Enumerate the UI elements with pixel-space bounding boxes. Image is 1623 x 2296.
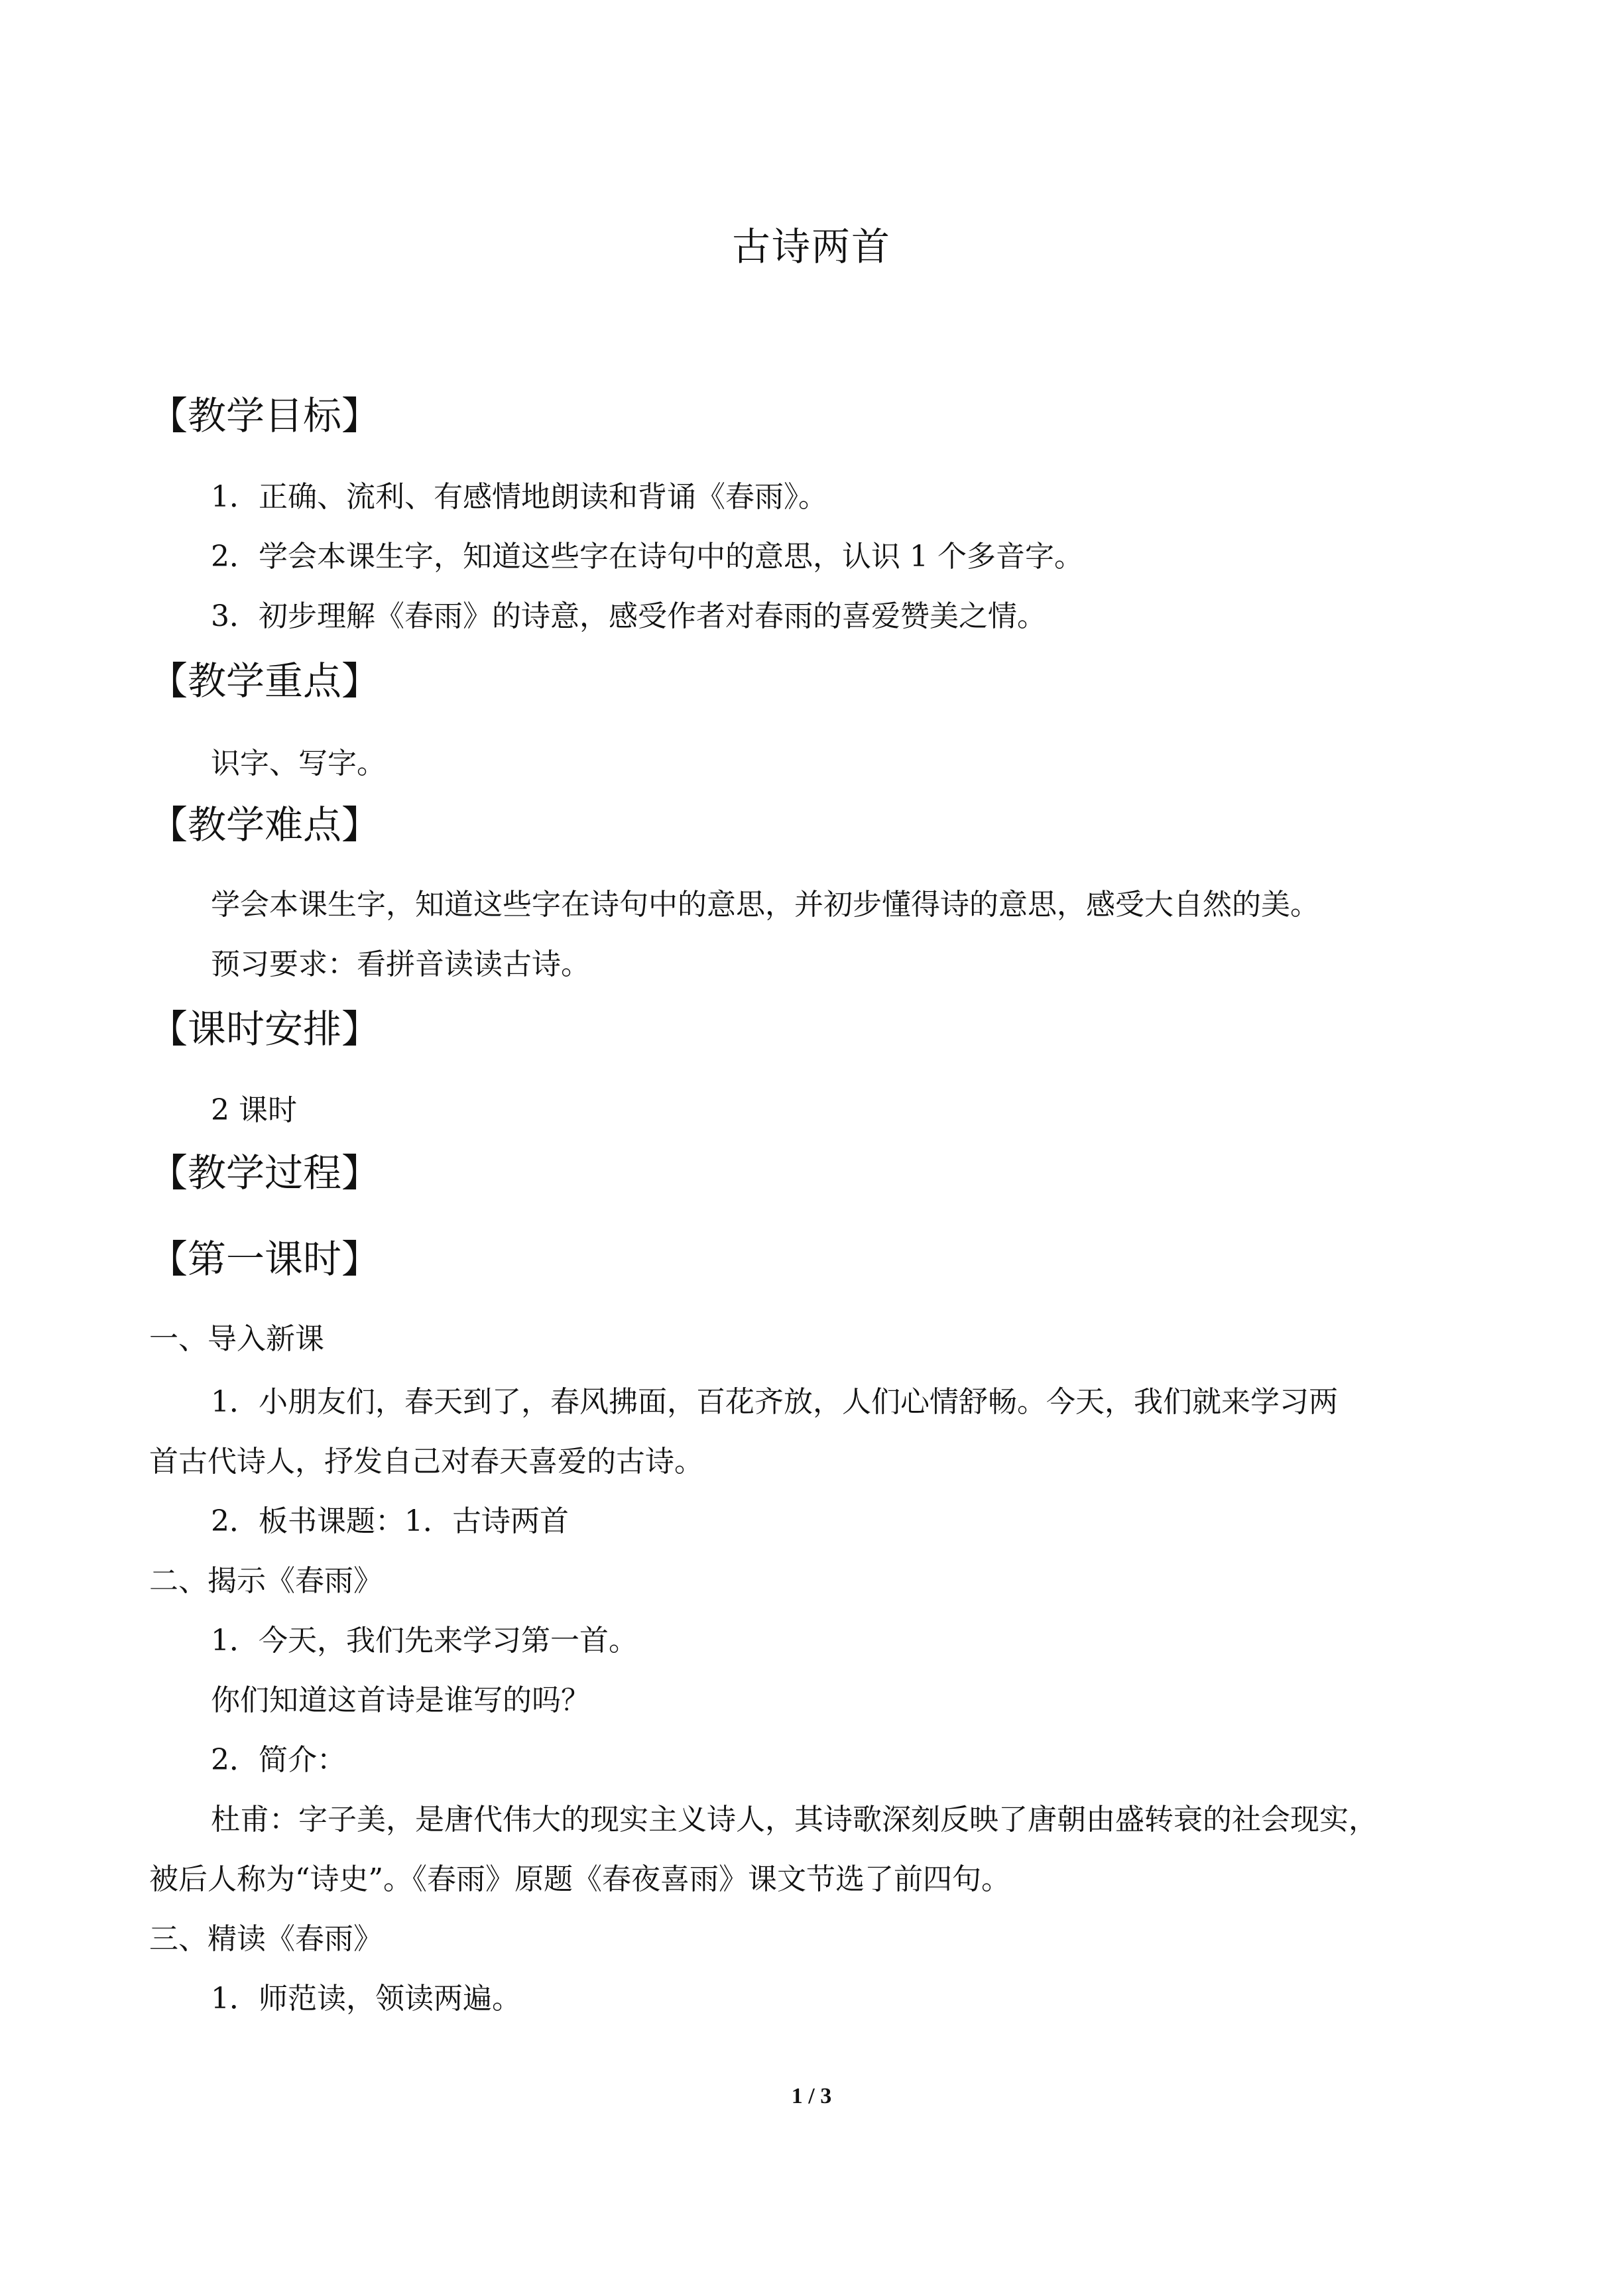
part3-item1: 1．师范读，领读两遍。 [211,1982,521,2016]
objective-item-1: 1．正确、流利、有感情地朗读和背诵《春雨》。 [211,480,827,514]
heading-key-points: 【教学重点】 [149,658,381,703]
part1-item2: 2．板书课题：1．古诗两首 [211,1504,569,1538]
part2-title: 二、揭示《春雨》 [149,1564,383,1598]
heading-objectives: 【教学目标】 [149,393,381,438]
schedule-text: 2 课时 [211,1093,297,1127]
part2-item2: 2．简介： [211,1743,346,1777]
part1-item1-line1: 1．小朋友们，春天到了，春风拂面，百花齐放，人们心情舒畅。今天，我们就来学习两 [211,1385,1338,1419]
part2-intro-line2: 被后人称为“诗史”。《春雨》原题《春夜喜雨》课文节选了前四句。 [149,1862,1010,1896]
heading-schedule: 【课时安排】 [149,1006,381,1052]
key-points-text: 识字、写字。 [211,747,386,780]
heading-difficulties: 【教学难点】 [149,802,381,847]
page-number: 1 / 3 [791,2084,832,2108]
preview-requirement: 预习要求：看拼音读读古诗。 [211,947,590,981]
page-title: 古诗两首 [731,224,891,269]
objective-item-3: 3．初步理解《春雨》的诗意，感受作者对春雨的喜爱赞美之情。 [211,599,1046,633]
part2-intro-line1: 杜甫：字子美，是唐代伟大的现实主义诗人，其诗歌深刻反映了唐朝由盛转衰的社会现实， [211,1803,1378,1837]
objective-item-2: 2．学会本课生字，知道这些字在诗句中的意思，认识 1 个多音字。 [211,540,1083,574]
difficulties-text: 学会本课生字，知道这些字在诗句中的意思，并初步懂得诗的意思，感受大自然的美。 [211,888,1319,922]
part1-item1-line2: 首古代诗人，抒发自己对春天喜爱的古诗。 [149,1445,703,1479]
heading-process: 【教学过程】 [149,1150,381,1195]
part2-item1-question: 你们知道这首诗是谁写的吗？ [211,1683,590,1717]
part1-title: 一、导入新课 [149,1322,324,1356]
part3-title: 三、精读《春雨》 [149,1922,383,1956]
heading-lesson-1: 【第一课时】 [149,1237,381,1282]
part2-item1: 1．今天，我们先来学习第一首。 [211,1624,638,1658]
